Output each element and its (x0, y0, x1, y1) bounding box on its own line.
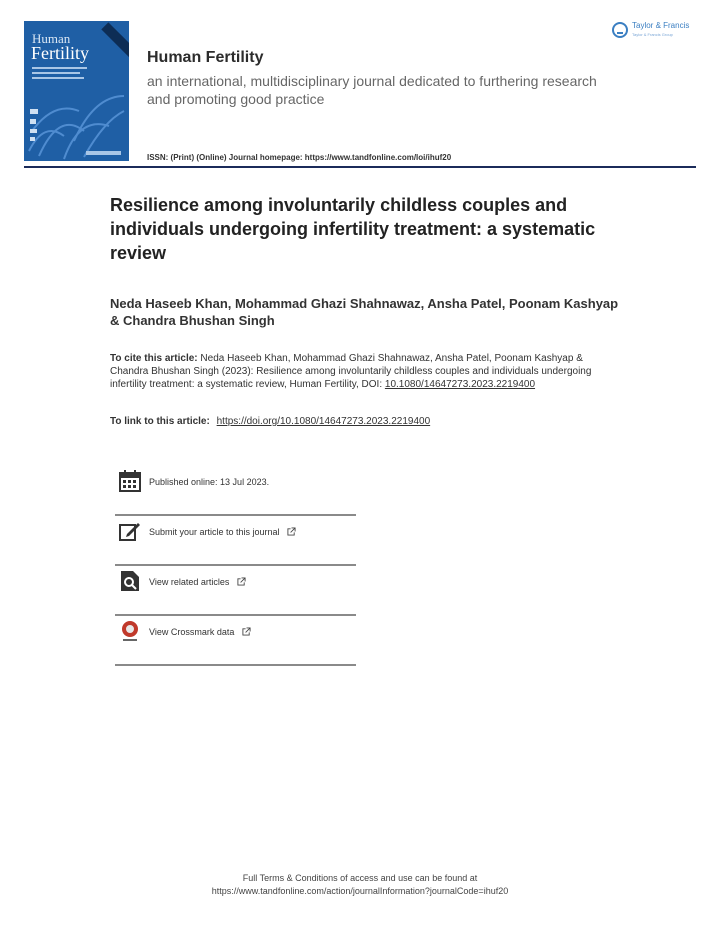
related-articles-row[interactable] (115, 566, 356, 616)
related-articles-icon (119, 570, 141, 592)
crossmark-icon (119, 620, 141, 642)
publisher-logo[interactable] (612, 20, 702, 40)
footer-terms-url[interactable]: https://www.tandfonline.com/action/journalInformation?journalCode=ihuf20 (211, 886, 509, 896)
footer-terms-line: Full Terms & Conditions of access and use can be found at (242, 873, 478, 883)
calendar-icon (119, 470, 141, 492)
issn-homepage-line[interactable]: ISSN: (Print) (Online) Journal homepage: https://www.tandfonline.com/loi/ihuf20 (147, 153, 452, 162)
publisher-name: Taylor & Francis (632, 21, 690, 30)
submit-article-link[interactable] (149, 527, 296, 537)
edit-icon (119, 520, 141, 542)
article-link-line (110, 416, 630, 427)
submit-article-row[interactable] (115, 516, 356, 566)
submit-article-label: Submit your article to this journal (149, 527, 280, 537)
journal-description: an international, multidisciplinary journal dedicated to furthering research and promoting good practice (147, 73, 597, 107)
external-link-icon (242, 627, 251, 636)
published-online-text: Published online: 13 Jul 2023. (149, 477, 270, 487)
related-articles-label: View related articles (149, 577, 230, 587)
crossmark-row[interactable] (115, 616, 356, 666)
cover-subtitle-line (32, 67, 87, 69)
citation-text: Neda Haseeb Khan, Mohammad Ghazi Shahnawaz, Ansha Patel, Poonam Kashyap & Chandra Bhushan Singh (2023): Resilience among involuntarily childless couples and individuals undergoing infertility treatment: a systematic review, Human Fertility, DOI: (110, 353, 592, 390)
cover-subtitle-line (32, 72, 80, 74)
cover-artwork (24, 81, 129, 161)
cover-title-word1: Human (32, 31, 71, 46)
cover-ribbon (101, 22, 129, 57)
publisher-icon (612, 22, 628, 38)
citation-doi-link[interactable]: 10.1080/14647273.2023.2219400 (384, 379, 536, 390)
journal-title: Human Fertility (147, 49, 264, 66)
article-title: Resilience among involuntarily childless couples and individuals undergoing infertility treatment: a systematic review (110, 195, 596, 263)
related-articles-link[interactable] (149, 577, 246, 587)
link-label: To link to this article: (110, 416, 210, 427)
cover-subtitle-line (32, 77, 84, 79)
external-link-icon (287, 527, 296, 536)
citation-label: To cite this article: (110, 353, 198, 364)
crossmark-label: View Crossmark data (149, 627, 235, 637)
crossmark-link[interactable] (149, 627, 251, 637)
journal-cover-image (24, 21, 129, 161)
article-authors: Neda Haseeb Khan, Mohammad Ghazi Shahnawaz, Ansha Patel, Poonam Kashyap & Chandra Bhushan Singh (110, 296, 619, 328)
article-info-list (115, 466, 356, 666)
footer-terms (0, 872, 720, 898)
external-link-icon (237, 577, 246, 586)
header-divider (24, 166, 696, 168)
citation-block (110, 352, 610, 391)
published-online-row (115, 466, 356, 516)
publisher-tagline: Taylor & Francis Group (632, 32, 673, 37)
cover-title-word2: Fertility (31, 43, 89, 63)
article-doi-url[interactable]: https://doi.org/10.1080/14647273.2023.2219400 (216, 416, 431, 427)
